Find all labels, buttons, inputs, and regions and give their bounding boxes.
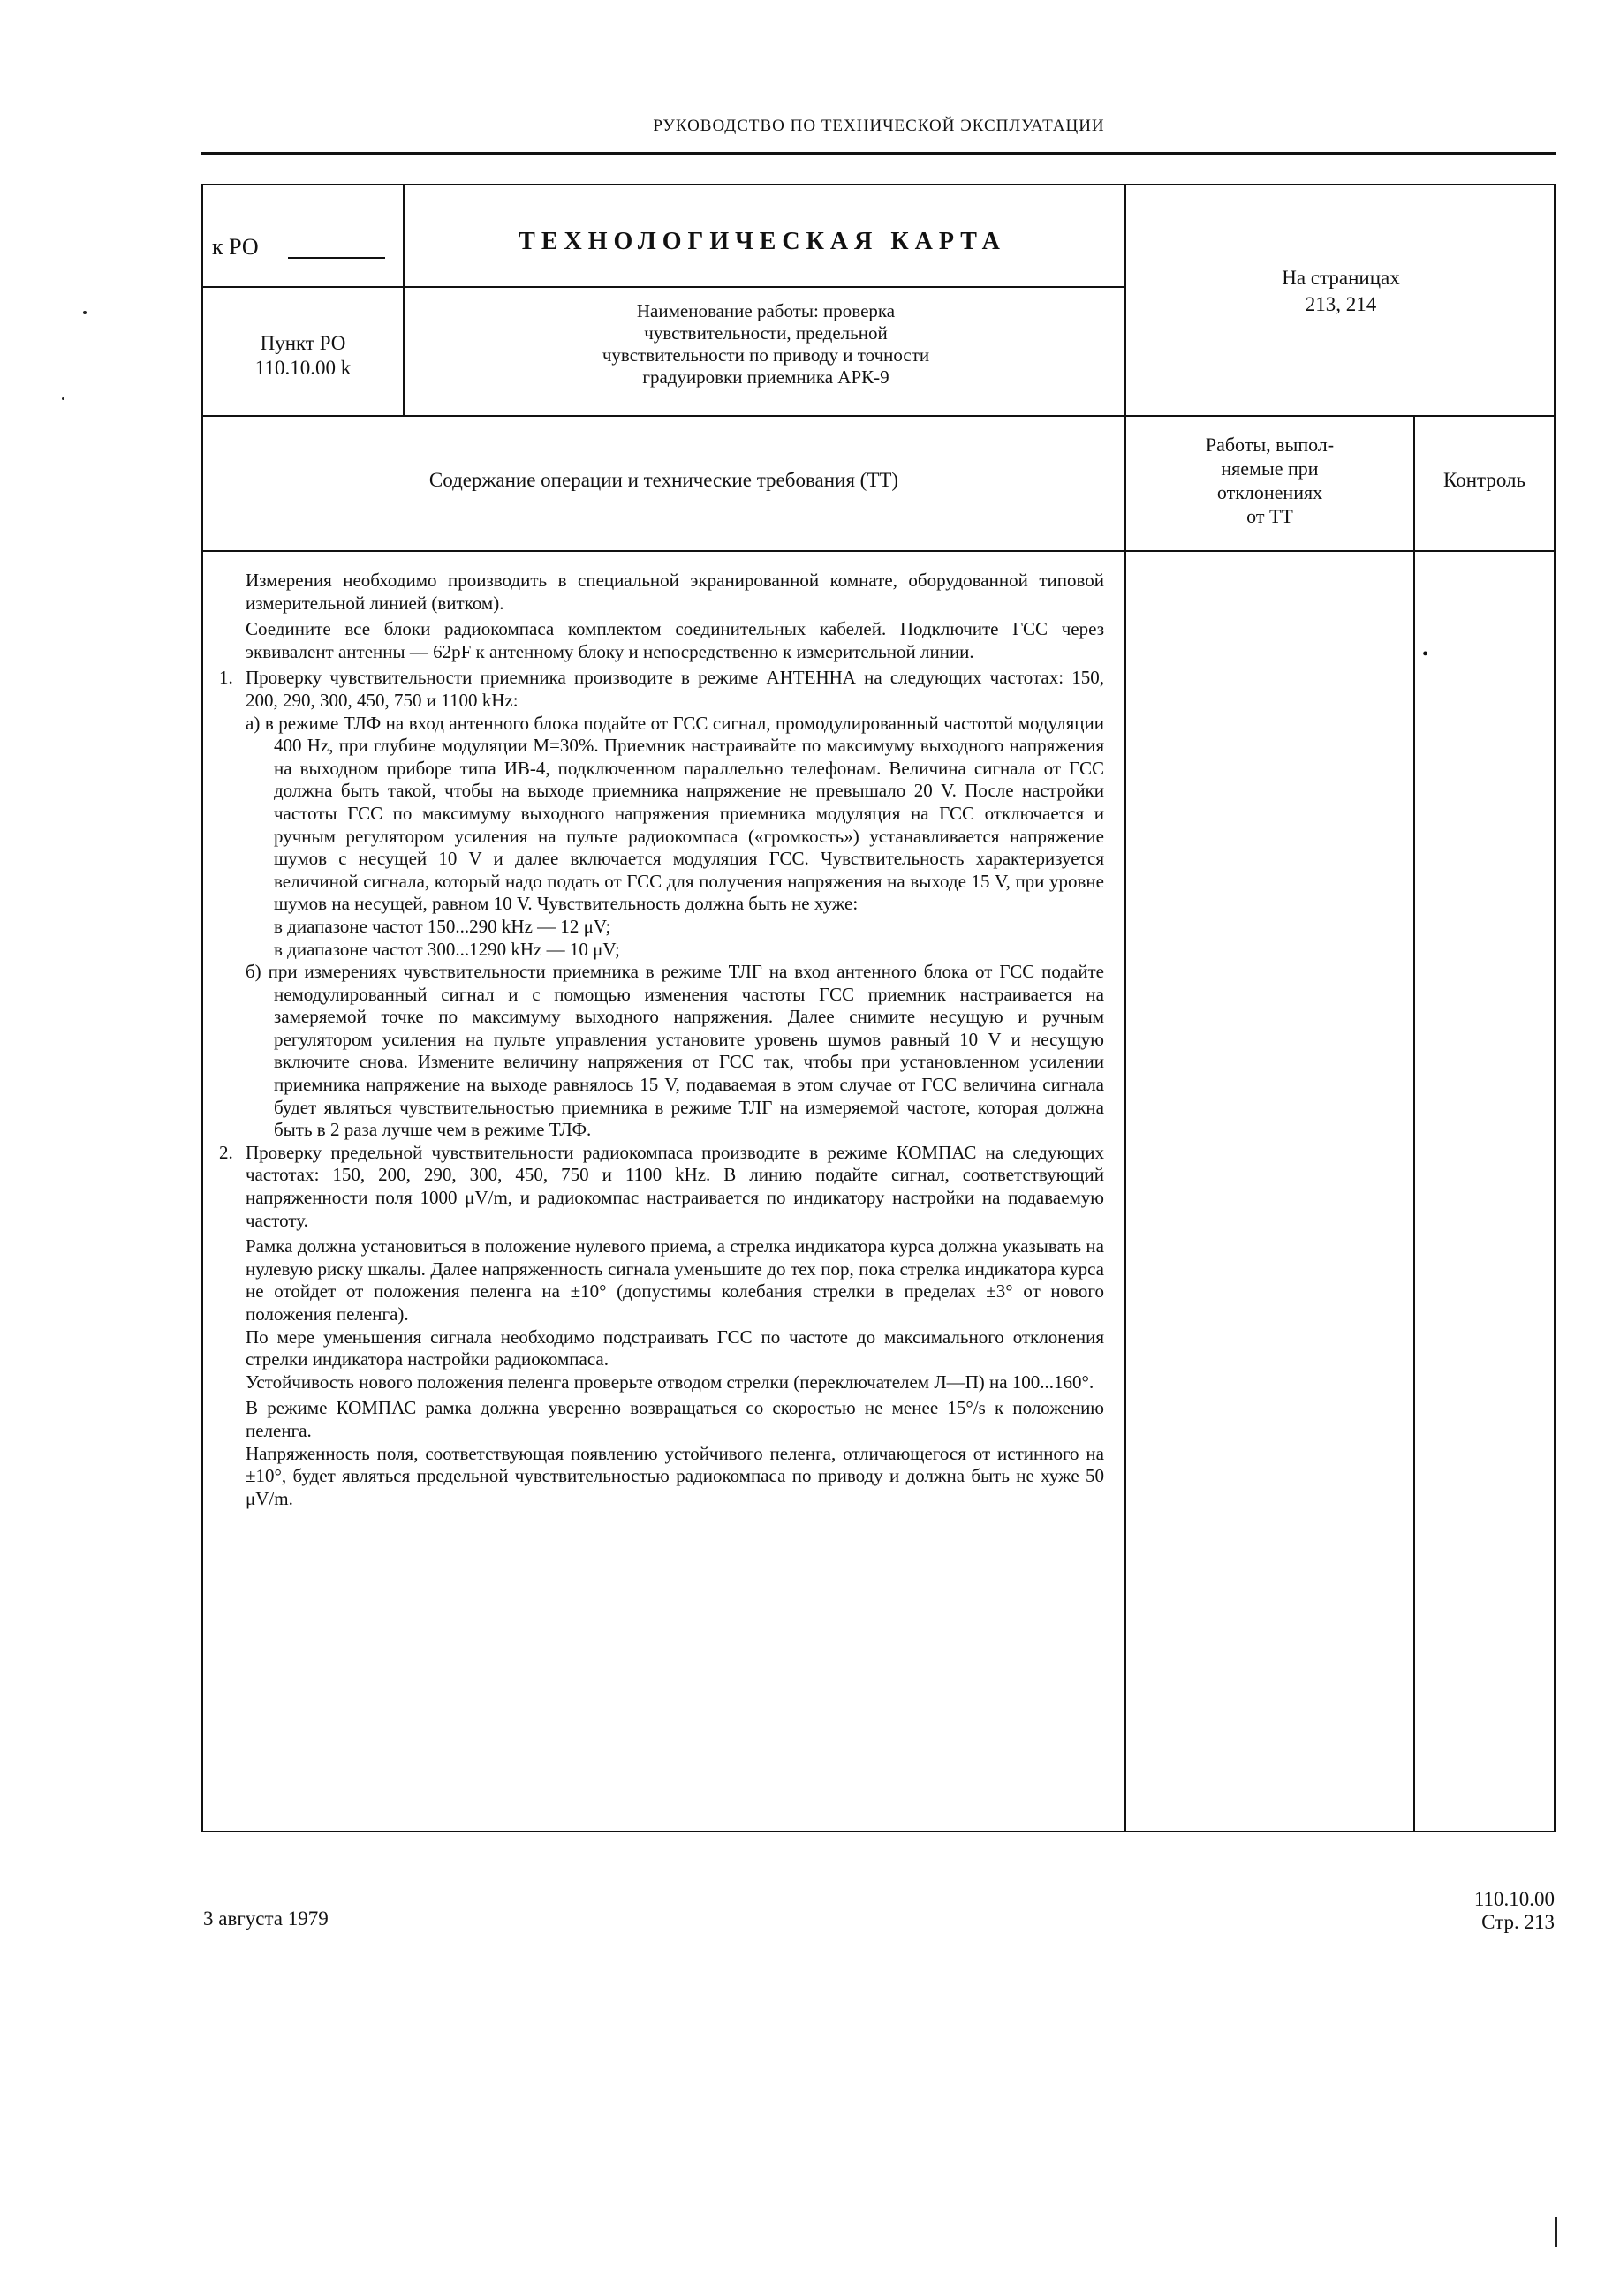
item-1b [246, 961, 1104, 1142]
punkt-value: 110.10.00 k [254, 357, 352, 379]
item-2-paragraph: Напряженность поля, соответствующая появлению устойчивого пеленга, отличающегося от истинного на ±10°, будет являться предельной чувствительностью радиокомпаса по приводу и должна быть не хуже 50 μV/m. [246, 1442, 1104, 1509]
work-name-line: чувствительности по приводу и точности [602, 344, 930, 366]
col-deviation-line: Работы, выпол- [1205, 434, 1335, 456]
col-deviation-header [1126, 433, 1413, 528]
col-control-header: Контроль [1443, 469, 1525, 491]
card-title: ТЕХНОЛОГИЧЕСКАЯ КАРТА [519, 228, 1006, 255]
intro-paragraph: Измерения необходимо производить в специальной экранированной комнате, оборудованной типовой измерительной линией (витком). [246, 570, 1104, 614]
item-1a-text: в режиме ТЛФ на вход антенного блока подайте от ГСС сигнал, промодулированный частотой модуляции 400 Hz, при глубине модуляции M=30%. Приемник настраивайте по максимуму выходного напряжения на выходном приборе типа ИВ-4, подключенном параллельно телефонам. Величина сигнала от ГСС должна быть такой, чтобы на выходе приемника напряжение не превышало 20 V. После настройки частоты ГСС по максимуму выходного напряжения приемника модуляция на ГСС отключается и ручным регулятором усиления на пульте радиокомпаса («громкость») устанавливается напряжение шумов с несущей 10 V и далее включается модуляция ГСС. Чувствительность характеризуется величиной сигнала, который надо подать от ГСС для получения напряжения на выходе 15 V, при уровне шумов на несущей, равном 10 V. Чувствительность должна быть не хуже: [264, 712, 1104, 915]
work-name [495, 300, 1037, 389]
punkt-label: Пункт РО [260, 332, 346, 354]
item-1b-text: при измерениях чувствительности приемника в режиме ТЛГ на вход антенного блока от ГСС подайте немодулированный сигнал и с помощью изменения частоты ГСС приемник настраивается на замеряемой точке по максимуму выходного напряжения. Далее снимите несущую и ручным регулятором усиления на пульте управления установите уровень шумов равный 10 V и несущую включите снова. Измените величину напряжения от ГСС так, чтобы при установленном усилении приемника напряжение на выходе равнялось 15 V, подаваемая в этом случае от ГСС величина сигнала будет являться чувствительностью приемника в режиме ТЛГ на измеряемой частоте, которая должна быть в 2 раза лучше чем в режиме ТЛФ. [268, 961, 1105, 1141]
operation-content [219, 570, 1105, 1510]
control-mark: • [1422, 645, 1429, 664]
item-2-paragraph: В режиме КОМПАС рамка должна уверенно возвращаться со скоростью не менее 15°/s к положению пеленга. [246, 1397, 1104, 1441]
item-2-paragraph: Рамка должна установиться в положение нулевого приема, а стрелка индикатора курса должна указывать на нулевую риску шкалы. Далее напряженность сигнала уменьшите до тех пор, пока стрелка индикатора курса не отойдет от положения пеленга на ±10° (допустимы колебания стрелки в пределах ±3° от нового положения пеленга). [246, 1235, 1104, 1325]
item-1: 1. Проверку чувствительности приемника производите в режиме АНТЕННА на следующих частотах: 150, 200, 290, 300, 450, 750 и 1100 kHz: [219, 667, 1104, 711]
footer-reference [1378, 1888, 1555, 1934]
item-1b-label: б) [246, 961, 261, 983]
item-1-text: Проверку чувствительности приемника производите в режиме АНТЕННА на следующих частотах: 150, 200, 290, 300, 450, 750 и 1100 kHz: [246, 667, 1104, 711]
col-deviation-line: отклонениях [1216, 481, 1323, 503]
item-2-text: Проверку предельной чувствительности радиокомпаса производите в режиме КОМПАС на следующих частотах: 150, 200, 290, 300, 450, 750 и 1100 kHz. В линию подайте сигнал, соответствующий напряженности поля 1000 μV/m, и радиокомпас настраивается по индикатору настройки на подаваемую частоту. [246, 1141, 1104, 1231]
work-name-line: чувствительности, предельной [644, 322, 888, 344]
scan-mark [1555, 2217, 1557, 2247]
footer-page: Стр. 213 [1481, 1911, 1555, 1933]
col-deviation-line: от ТТ [1246, 505, 1293, 527]
ref-label: к РО [212, 234, 259, 260]
pages-label: На страницах [1282, 267, 1400, 289]
item-1a-label: а) [246, 712, 261, 734]
pages-value: 213, 214 [1305, 293, 1377, 315]
item-1a [246, 713, 1104, 916]
item-2-paragraph: Устойчивость нового положения пеленга проверьте отводом стрелки (переключателем Л—П) на 100...160°. [246, 1371, 1094, 1393]
pages-cell [1126, 265, 1556, 318]
col-content-header: Содержание операции и технические требования (ТТ) [428, 469, 899, 491]
item-2-paragraph: По мере уменьшения сигнала необходимо подстраивать ГСС по частоте до максимального отклонения стрелки индикатора настройки радиокомпаса. [246, 1325, 1104, 1371]
item-1a-line: в диапазоне частот 150...290 kHz — 12 μV; [274, 915, 611, 937]
punkt-cell [203, 331, 403, 381]
work-name-line: Наименование работы: проверка [636, 300, 896, 321]
scan-dot [62, 397, 64, 400]
header-rule [201, 152, 1556, 155]
work-name-line: градуировки приемника АРК-9 [642, 366, 889, 388]
scan-dot [83, 311, 87, 314]
col-deviation-line: няемые при [1221, 457, 1319, 480]
ref-blank-line [288, 257, 385, 259]
running-header: РУКОВОДСТВО ПО ТЕХНИЧЕСКОЙ ЭКСПЛУАТАЦИИ [653, 117, 1105, 135]
footer-doc-number: 110.10.00 [1473, 1888, 1555, 1910]
intro-paragraph: Соедините все блоки радиокомпаса комплектом соединительных кабелей. Подключите ГСС через эквивалент антенны — 62pF к антенному блоку и непосредственно к измерительной линии. [246, 618, 1104, 662]
footer-date: 3 августа 1979 [203, 1907, 329, 1930]
item-2: 2. Проверку предельной чувствительности радиокомпаса производите в режиме КОМПАС на следующих частотах: 150, 200, 290, 300, 450, 750 и 1100 kHz. В линию подайте сигнал, соответствующий напряженности поля 1000 μV/m, и радиокомпас настраивается по индикатору настройки на подаваемую частоту. [219, 1141, 1104, 1231]
item-1a-line: в диапазоне частот 300...1290 kHz — 10 μV; [274, 938, 620, 960]
